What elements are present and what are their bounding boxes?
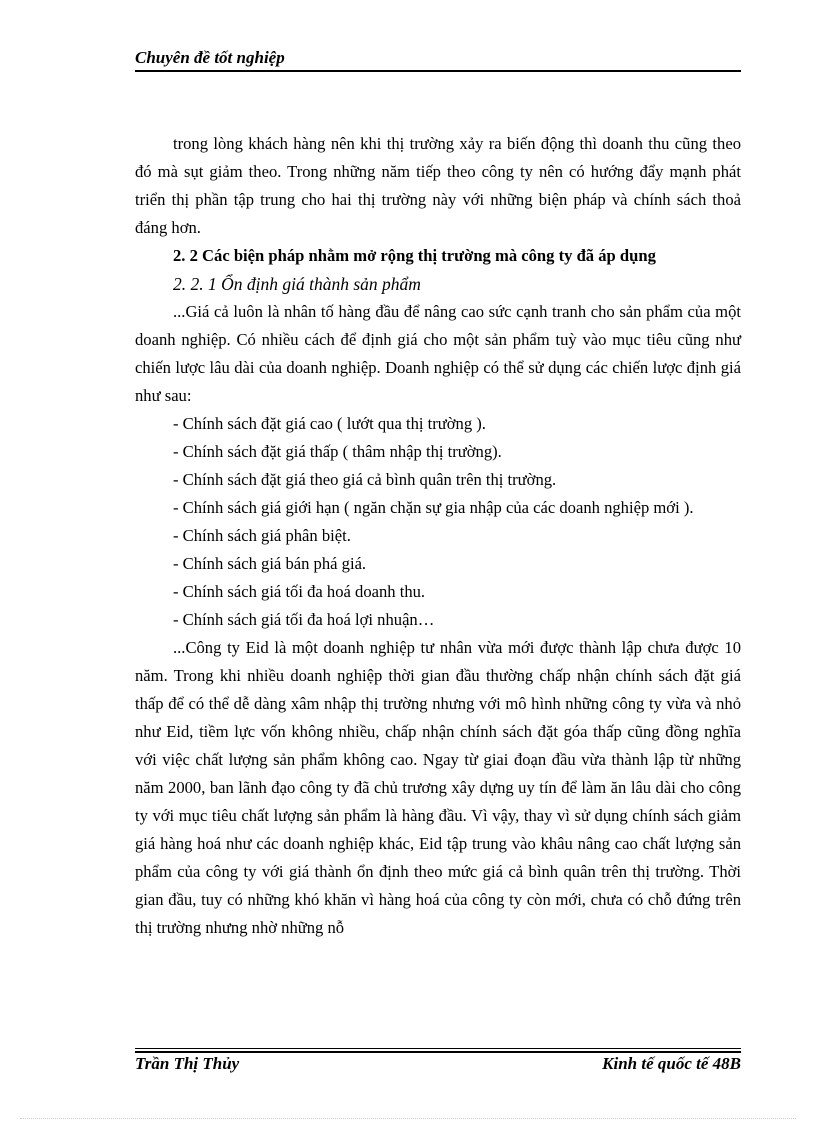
list-item: - Chính sách đặt giá theo giá cả bình quân trên thị trường.: [173, 470, 557, 489]
footer-class: Kinh tế quốc tế 48B: [602, 1054, 741, 1073]
pricing-strategy-list: [135, 410, 741, 634]
list-item: - Chính sách giá phân biệt.: [173, 526, 351, 545]
footer-rule-thick: [135, 1051, 741, 1053]
page-header-title: Chuyên đề tốt nghiệp: [135, 48, 285, 67]
paragraph-1: trong lòng khách hàng nên khi thị trường xảy ra biến động thì doanh thu cũng theo đó mà sụt giảm theo. Trong những năm tiếp theo công ty nên có hướng đẩy mạnh phát triển thị phần tập trung cho hai thị trường này với những biện pháp và chính sách thoả đáng hơn.: [135, 134, 741, 237]
list-item: - Chính sách giá tối đa hoá doanh thu.: [173, 582, 426, 601]
footer-author: Trần Thị Thủy: [135, 1054, 240, 1073]
header-rule: [135, 70, 741, 72]
page-bottom-border: [20, 1118, 796, 1119]
list-item: - Chính sách đặt giá thấp ( thâm nhập thị trường).: [173, 442, 502, 461]
document-body: [135, 130, 741, 942]
paragraph-2: ...Giá cả luôn là nhân tố hàng đầu để nâng cao sức cạnh tranh cho sản phẩm của một doanh nghiệp. Có nhiều cách để định giá cho một sản phẩm tuỳ vào mục tiêu cũng như chiến lược lâu dài của doanh nghiệp. Doanh nghiệp có thể sử dụng các chiến lược định giá như sau:: [135, 302, 741, 405]
list-item: - Chính sách giá bán phá giá.: [173, 554, 367, 573]
list-item: - Chính sách giá tối đa hoá lợi nhuận…: [173, 610, 435, 629]
list-item: - Chính sách giá giới hạn ( ngăn chặn sự gia nhập của các doanh nghiệp mới ).: [173, 498, 694, 517]
section-heading: 2. 2 Các biện pháp nhằm mở rộng thị trường mà công ty đã áp dụng: [173, 246, 656, 265]
list-item: - Chính sách đặt giá cao ( lướt qua thị trường ).: [173, 414, 486, 433]
paragraph-3: ...Công ty Eid là một doanh nghiệp tư nhân vừa mới được thành lập chưa được 10 năm. Trong khi nhiều doanh nghiệp thời gian đầu thường chấp nhận chính sách đặt giá thấp để có thể dễ dàng xâm nhập thị trường nhưng với mô hình những công ty vừa và nhỏ như Eid, tiềm lực vốn không nhiều, chấp nhận chính sách đặt góa thấp cũng đồng nghĩa với việc chất lượng sản phẩm không cao. Ngay từ giai đoạn đầu vừa thành lập từ những năm 2000, ban lãnh đạo công ty đã chủ trương xây dựng uy tín để làm ăn lâu dài cho công ty với mục tiêu chất lượng sản phẩm là hàng đầu. Vì vậy, thay vì sử dụng chính sách giảm giá hàng hoá như các doanh nghiệp khác, Eid tập trung vào khâu nâng cao chất lượng sản phẩm của công ty với giá thành ổn định theo mức giá cả bình quân trên thị trường. Thời gian đầu, tuy có những khó khăn vì hàng hoá của công ty còn mới, chưa có chỗ đứng trên thị trường nhưng nhờ những nỗ: [135, 638, 741, 937]
subsection-heading: 2. 2. 1 Ổn định giá thành sản phẩm: [173, 274, 421, 294]
footer-rule-thin: [135, 1048, 741, 1049]
